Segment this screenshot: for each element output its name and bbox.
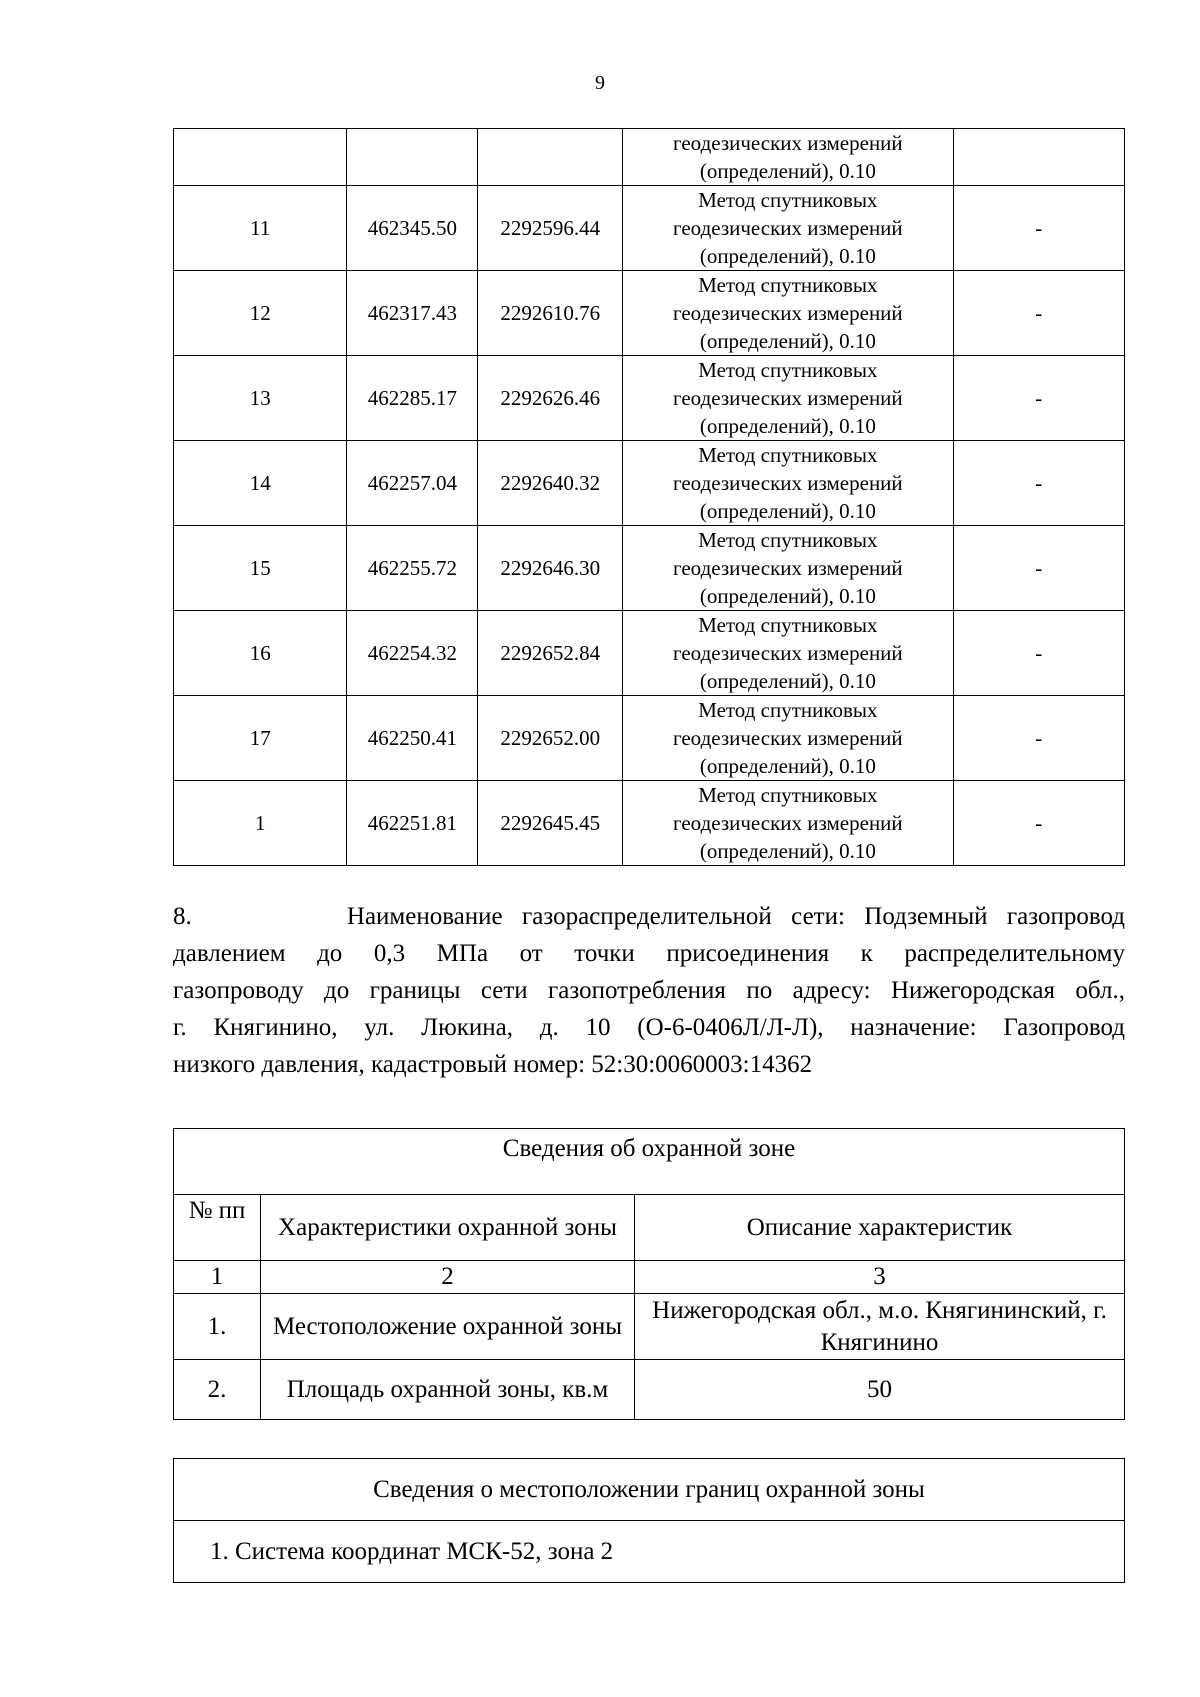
- method-line: (определений), 0.10: [699, 414, 876, 438]
- table-title-row: [174, 1459, 1125, 1521]
- method-line: Метод спутниковых: [698, 698, 878, 722]
- method-line: геодезических измерений: [673, 811, 903, 835]
- point-number-cell: 11: [174, 186, 347, 271]
- method-line: (определений), 0.10: [699, 499, 876, 523]
- paragraph-line: 8. Наименование газораспределительной сети: Подземный газопровод: [173, 903, 1125, 930]
- section-8-paragraph: [173, 898, 1125, 1083]
- page-number: 9: [595, 72, 605, 94]
- method-cell: [623, 271, 953, 356]
- table-row: [174, 186, 1125, 271]
- table-title: Сведения о местоположении границ охранной зоны: [174, 1459, 1125, 1521]
- paragraph-line: давлением до 0,3 МПа от точки присоединения к распределительному: [173, 940, 1125, 967]
- method-line: (определений), 0.10: [699, 584, 876, 608]
- table-header-row: [174, 1195, 1125, 1261]
- description-cell: 50: [635, 1360, 1125, 1420]
- table-row: [174, 526, 1125, 611]
- note-cell: -: [953, 356, 1124, 441]
- note-cell: -: [953, 611, 1124, 696]
- protection-zone-table: [173, 1128, 1125, 1420]
- table-row: [174, 1294, 1125, 1360]
- note-cell: -: [953, 526, 1124, 611]
- table-row: [174, 696, 1125, 781]
- note-cell: -: [953, 696, 1124, 781]
- table-row: [174, 781, 1125, 866]
- y-coordinate-cell: 2292610.76: [478, 271, 623, 356]
- method-line: геодезических измерений: [673, 131, 903, 155]
- row-number-cell: 2.: [174, 1360, 261, 1420]
- method-cell: [623, 526, 953, 611]
- table-row: [174, 356, 1125, 441]
- method-cell: [623, 611, 953, 696]
- index-cell: 3: [635, 1261, 1125, 1294]
- y-coordinate-cell: 2292640.32: [478, 441, 623, 526]
- method-line: Метод спутниковых: [698, 358, 878, 382]
- method-line: геодезических измерений: [673, 726, 903, 750]
- coordinates-table: [173, 128, 1125, 866]
- table-title-row: [174, 1129, 1125, 1195]
- table-row: [174, 611, 1125, 696]
- y-coordinate-cell: 2292646.30: [478, 526, 623, 611]
- method-cell: [623, 129, 953, 186]
- point-number-cell: 12: [174, 271, 347, 356]
- note-cell: -: [953, 441, 1124, 526]
- row-number-cell: 1.: [174, 1294, 261, 1360]
- paragraph-line: г. Княгинино, ул. Люкина, д. 10 (О-6-0406Л/Л-Л), назначение: Газопровод: [173, 1014, 1125, 1041]
- x-coordinate-cell: 462317.43: [347, 271, 478, 356]
- zone-boundaries-table: [173, 1458, 1125, 1583]
- method-cell: [623, 356, 953, 441]
- y-coordinate-cell: 2292645.45: [478, 781, 623, 866]
- x-coordinate-cell: 462251.81: [347, 781, 478, 866]
- point-number-cell: 15: [174, 526, 347, 611]
- paragraph-line: низкого давления, кадастровый номер: 52:30:0060003:14362: [173, 1051, 813, 1078]
- method-cell: [623, 441, 953, 526]
- method-line: Метод спутниковых: [698, 443, 878, 467]
- y-coordinate-cell: 2292652.84: [478, 611, 623, 696]
- x-coordinate-cell: 462254.32: [347, 611, 478, 696]
- point-number-cell: 17: [174, 696, 347, 781]
- x-coordinate-cell: 462285.17: [347, 356, 478, 441]
- x-coordinate-cell: 462345.50: [347, 186, 478, 271]
- method-line: Метод спутниковых: [698, 273, 878, 297]
- y-coordinate-cell: 2292626.46: [478, 356, 623, 441]
- note-cell: [953, 129, 1124, 186]
- column-header-characteristic: Характеристики охранной зоны: [261, 1195, 635, 1261]
- method-cell: [623, 186, 953, 271]
- method-line: (определений), 0.10: [699, 754, 876, 778]
- table-row: [174, 129, 1125, 186]
- y-coordinate-cell: [478, 129, 623, 186]
- method-line: Метод спутниковых: [698, 528, 878, 552]
- paragraph-line: газопроводу до границы сети газопотребления по адресу: Нижегородская обл.,: [173, 977, 1125, 1004]
- characteristic-cell: Местоположение охранной зоны: [261, 1294, 635, 1360]
- index-cell: 2: [261, 1261, 635, 1294]
- method-line: (определений), 0.10: [699, 329, 876, 353]
- description-cell: Нижегородская обл., м.о. Княгининский, г. Княгинино: [635, 1294, 1125, 1360]
- method-line: Метод спутниковых: [698, 783, 878, 807]
- note-cell: -: [953, 186, 1124, 271]
- table-index-row: [174, 1261, 1125, 1294]
- x-coordinate-cell: 462255.72: [347, 526, 478, 611]
- method-line: (определений), 0.10: [699, 839, 876, 863]
- table-title: Сведения об охранной зоне: [174, 1129, 1125, 1195]
- note-cell: -: [953, 271, 1124, 356]
- point-number-cell: 16: [174, 611, 347, 696]
- point-number-cell: 14: [174, 441, 347, 526]
- y-coordinate-cell: 2292652.00: [478, 696, 623, 781]
- x-coordinate-cell: 462257.04: [347, 441, 478, 526]
- column-header-description: Описание характеристик: [635, 1195, 1125, 1261]
- point-number-cell: 1: [174, 781, 347, 866]
- point-number-cell: 13: [174, 356, 347, 441]
- index-cell: 1: [174, 1261, 261, 1294]
- table-row: [174, 271, 1125, 356]
- x-coordinate-cell: [347, 129, 478, 186]
- table-row: [174, 441, 1125, 526]
- method-line: геодезических измерений: [673, 471, 903, 495]
- characteristic-cell: Площадь охранной зоны, кв.м: [261, 1360, 635, 1420]
- method-line: геодезических измерений: [673, 386, 903, 410]
- method-line: геодезических измерений: [673, 216, 903, 240]
- note-cell: -: [953, 781, 1124, 866]
- method-cell: [623, 696, 953, 781]
- method-line: геодезических измерений: [673, 301, 903, 325]
- table-row: [174, 1360, 1125, 1420]
- y-coordinate-cell: 2292596.44: [478, 186, 623, 271]
- method-cell: [623, 781, 953, 866]
- method-line: Метод спутниковых: [698, 188, 878, 212]
- method-line: геодезических измерений: [673, 556, 903, 580]
- x-coordinate-cell: 462250.41: [347, 696, 478, 781]
- table-row: [174, 1521, 1125, 1583]
- method-line: (определений), 0.10: [699, 159, 876, 183]
- method-line: Метод спутниковых: [698, 613, 878, 637]
- method-line: (определений), 0.10: [699, 244, 876, 268]
- method-line: (определений), 0.10: [699, 669, 876, 693]
- point-number-cell: [174, 129, 347, 186]
- column-header-num: № пп: [174, 1195, 261, 1261]
- method-line: геодезических измерений: [673, 641, 903, 665]
- coordinate-system-cell: 1. Система координат МСК-52, зона 2: [174, 1521, 1125, 1583]
